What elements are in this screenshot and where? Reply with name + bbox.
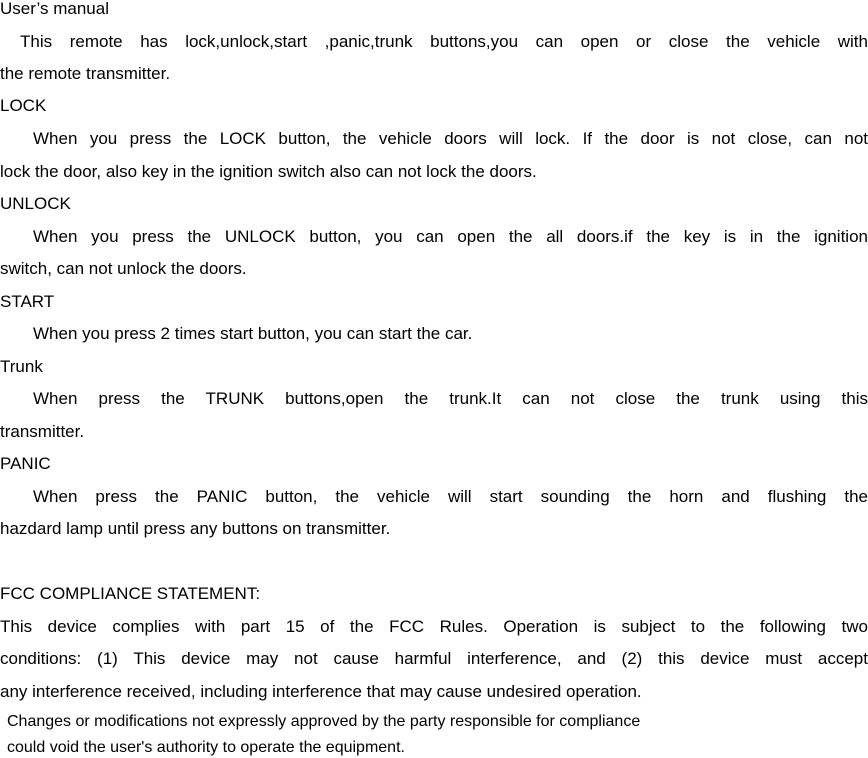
panic-text-line-2: hazdard lamp until press any buttons on transmitter.	[0, 519, 391, 538]
unlock-text-line-1: When you press the UNLOCK button, you can open the all doors.if the key is in the ignition	[33, 227, 868, 246]
start-text-line-1: When you press 2 times start button, you can start the car.	[33, 324, 473, 343]
unlock-text-line-2: switch, can not unlock the doors.	[0, 259, 247, 278]
lock-text-line-2: lock the door, also key in the ignition switch also can not lock the doors.	[0, 162, 537, 181]
intro-line-2: the remote transmitter.	[0, 64, 171, 83]
section-heading-trunk: Trunk	[0, 357, 43, 376]
fcc-heading: FCC COMPLIANCE STATEMENT:	[0, 584, 261, 603]
section-heading-start: START	[0, 292, 55, 311]
section-heading-lock: LOCK	[0, 96, 47, 115]
intro-line-1: This remote has lock,unlock,start ,panic,trunk buttons,you can open or close the vehicle with	[20, 32, 868, 51]
trunk-text-line-2: transmitter.	[0, 422, 85, 441]
trunk-text-line-1: When press the TRUNK buttons,open the trunk.It can not close the trunk using this	[33, 389, 868, 408]
fcc-text-line-3: any interference received, including interference that may cause undesired operation.	[0, 682, 642, 701]
section-heading-unlock: UNLOCK	[0, 194, 71, 213]
fcc-notice-line-1: Changes or modifications not expressly approved by the party responsible for compliance	[7, 713, 641, 730]
section-heading-panic: PANIC	[0, 454, 51, 473]
fcc-text-line-1: This device complies with part 15 of the FCC Rules. Operation is subject to the following two	[0, 617, 868, 636]
lock-text-line-1: When you press the LOCK button, the vehicle doors will lock. If the door is not close, can not	[33, 129, 868, 148]
manual-title: User’s manual	[0, 0, 109, 18]
fcc-text-line-2: conditions: (1) This device may not cause harmful interference, and (2) this device must accept	[0, 649, 868, 668]
fcc-notice-line-2: could void the user's authority to operate the equipment.	[7, 739, 405, 756]
panic-text-line-1: When press the PANIC button, the vehicle will start sounding the horn and flushing the	[33, 487, 868, 506]
